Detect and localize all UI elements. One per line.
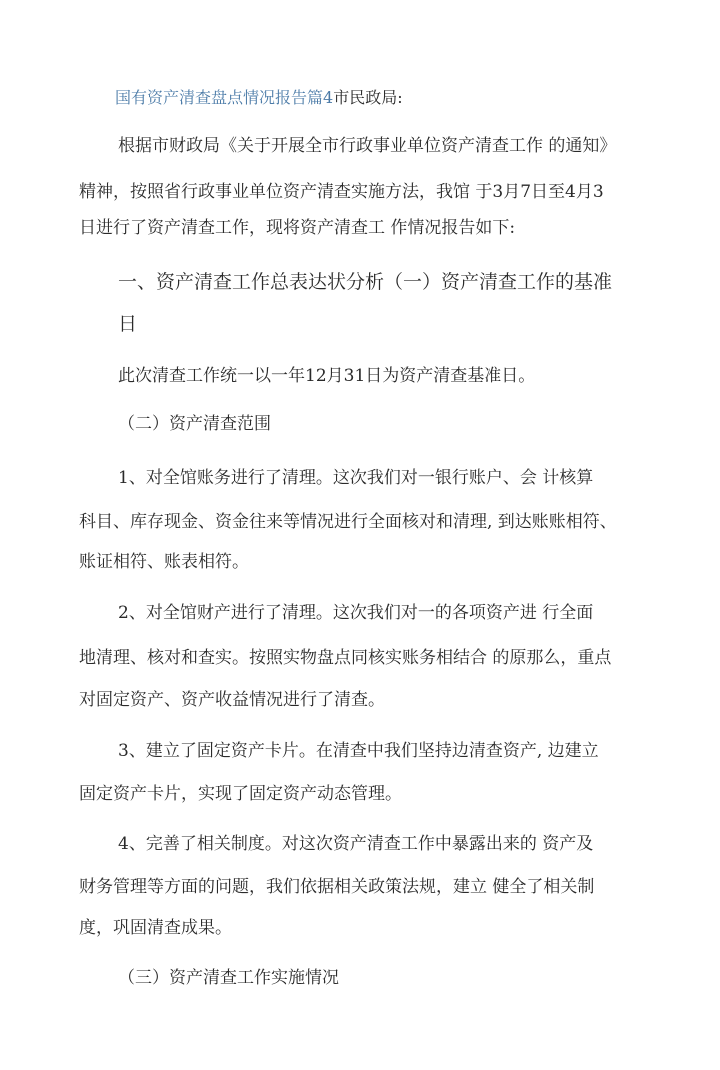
item-1-line-2: 科目、库存现金、资金往来等情况进行全面核对和清理, 到达账账相符、 xyxy=(79,512,617,532)
item-4-line-3: 度，巩固清查成果。 xyxy=(79,918,232,938)
section-heading-line-1: 一、资产清查工作总表达状分析（一）资产清查工作的基准 xyxy=(118,271,613,293)
item-2-line-1: 2、对全馆财产进行了清理。这次我们对一的各项资产进 行全面 xyxy=(118,603,594,623)
scope-heading: （二）资产清查范围 xyxy=(118,414,271,434)
item-3-line-1: 3、建立了固定资产卡片。在清查中我们坚持边清查资产, 边建立 xyxy=(118,741,599,761)
base-date-text: 此次清查工作统一以一年12月31日为资产清查基准日。 xyxy=(118,366,536,386)
paragraph-intro-line-3: 日进行了资产清查工作，现将资产清查工 作情况报告如下: xyxy=(79,218,516,238)
paragraph-intro-line-1: 根据市财政局《关于开展全市行政事业单位资产清查工作 的通知》 xyxy=(118,136,617,156)
title-link[interactable]: 国有资产清查盘点情况报告篇4 xyxy=(115,88,334,107)
item-2-line-3: 对固定资产、资产收益情况进行了清查。 xyxy=(79,690,385,710)
item-1-line-3: 账证相符、账表相符。 xyxy=(79,552,249,572)
item-2-line-2: 地清理、核对和查实。按照实物盘点同核实账务相结合 的原那么，重点 xyxy=(79,648,612,668)
section-heading-line-2: 日 xyxy=(118,313,138,335)
item-3-line-2: 固定资产卡片，实现了固定资产动态管理。 xyxy=(79,784,402,804)
item-1-line-1: 1、对全馆账务进行了清理。这次我们对一银行账户、会 计核算 xyxy=(118,468,594,488)
item-4-line-2: 财务管理等方面的问题，我们依据相关政策法规，建立 健全了相关制 xyxy=(79,877,595,897)
title-recipient: 市民政局: xyxy=(333,88,403,107)
implementation-heading: （三）资产清查工作实施情况 xyxy=(118,968,339,988)
item-4-line-1: 4、完善了相关制度。对这次资产清查工作中暴露出来的 资产及 xyxy=(118,834,594,854)
paragraph-intro-line-2: 精神，按照省行政事业单位资产清查实施方法，我馆 于3月7日至4月3 xyxy=(79,182,604,202)
document-title xyxy=(115,86,403,110)
